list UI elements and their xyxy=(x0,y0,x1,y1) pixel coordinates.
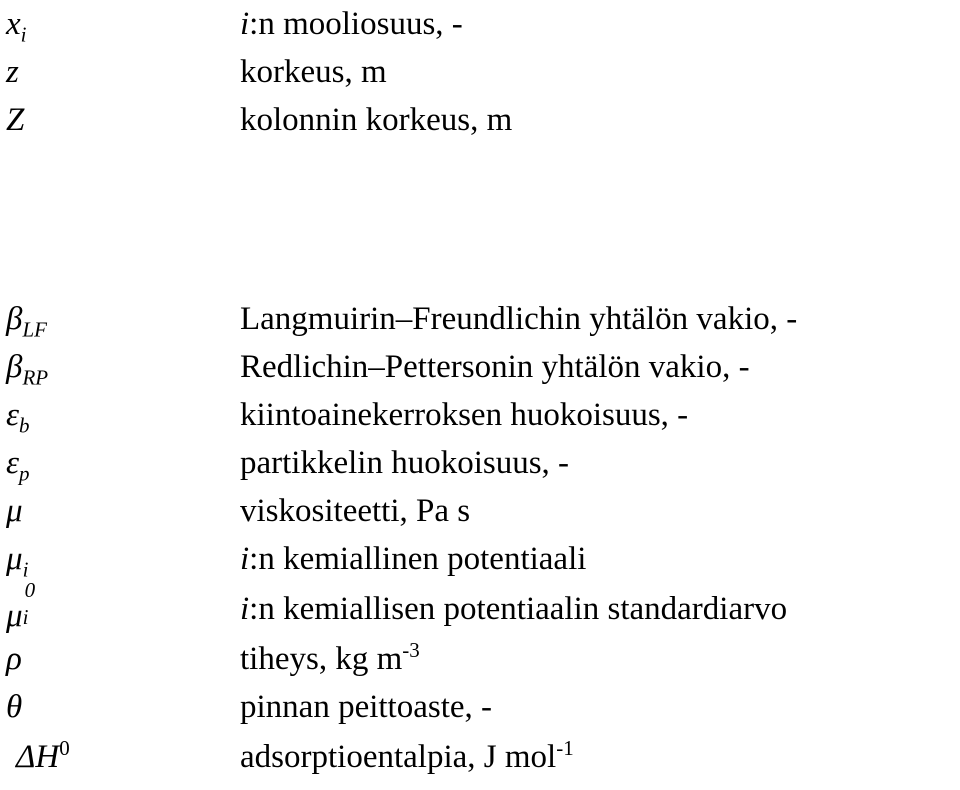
symbol: $\beta_{RP}$ xyxy=(6,349,49,390)
description: i:n mooliosuus, - xyxy=(240,6,463,42)
symbol-row xyxy=(0,638,960,691)
symbol-row xyxy=(0,543,960,591)
description: Langmuirin–Freundlichin yhtälön vakio, - xyxy=(240,301,798,337)
symbol-row xyxy=(0,104,960,152)
symbol-row xyxy=(0,303,960,351)
symbol-row xyxy=(0,736,960,789)
symbol: $\Delta H^0$ xyxy=(16,736,70,775)
symbol-row xyxy=(0,56,960,104)
symbol: μ xyxy=(6,493,23,529)
symbol: ρ xyxy=(6,641,22,677)
description: korkeus, m xyxy=(240,54,387,90)
symbol: $x_i$ xyxy=(6,6,27,47)
symbol-row xyxy=(0,8,960,56)
description: Redlichin–Pettersonin yhtälön vakio, - xyxy=(240,349,750,385)
symbol: $\varepsilon_b$ xyxy=(6,397,30,438)
description: kiintoainekerroksen huokoisuus, - xyxy=(240,397,689,433)
description: partikkelin huokoisuus, - xyxy=(240,445,570,481)
symbol-row xyxy=(0,578,960,641)
symbol: z xyxy=(6,54,19,90)
symbol: $\beta_{LF}$ xyxy=(6,301,47,342)
symbol: θ xyxy=(6,689,23,725)
description: tiheys, kg $m^{-3}$ xyxy=(240,638,420,677)
symbol: $\varepsilon_p$ xyxy=(6,445,30,486)
symbol-row xyxy=(0,495,960,543)
symbol: $\mu_i$ xyxy=(6,541,29,582)
symbol-row xyxy=(0,351,960,399)
symbol-row xyxy=(0,691,960,739)
symbol-row xyxy=(0,447,960,495)
description: kolonnin korkeus, m xyxy=(240,102,513,138)
description: viskositeetti, Pa s xyxy=(240,493,471,529)
description: i:n kemiallinen potentiaali xyxy=(240,541,587,577)
description: adsorptioentalpia, J mol$^{-1}$ xyxy=(240,736,574,775)
symbol: Z xyxy=(6,102,25,138)
symbol-row xyxy=(0,399,960,447)
description: i:n kemiallisen potentiaalin standardiarvo xyxy=(240,591,788,627)
description: pinnan peittoaste, - xyxy=(240,689,493,725)
symbol: μ 0 i xyxy=(6,578,36,634)
